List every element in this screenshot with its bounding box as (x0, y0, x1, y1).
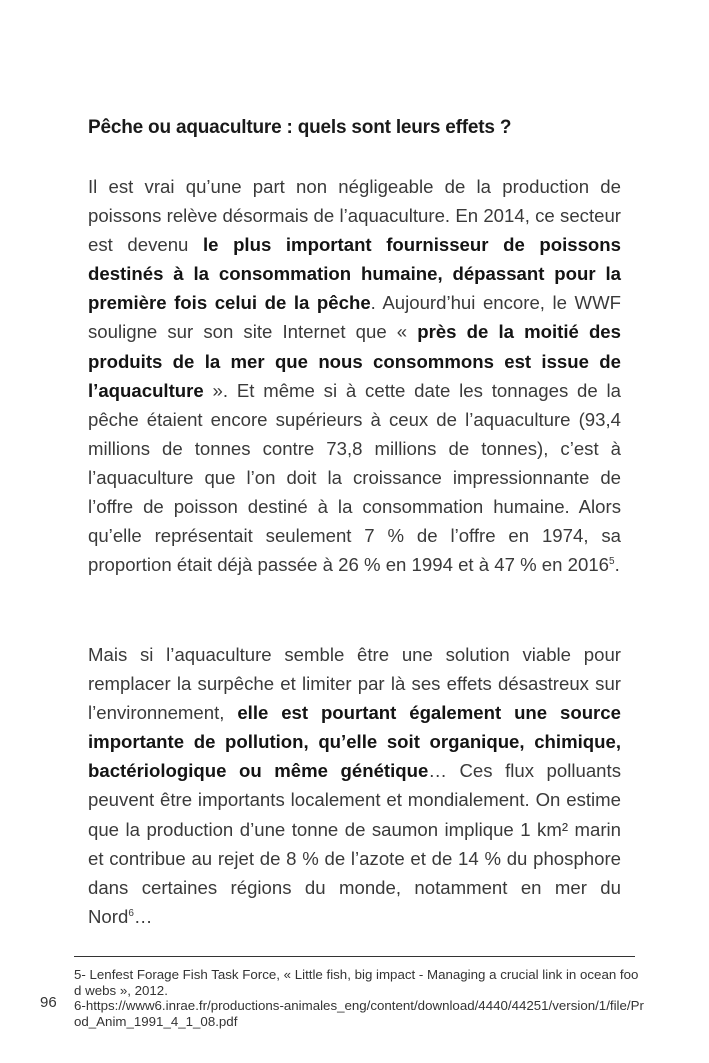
paragraph-2-text-2: … Ces flux polluants peuvent être importants localement et mondialement. On estime que la production d’une tonne de saumon implique 1 km² marin et contribue au rejet de 8 % de l’azote et de 14 % du phosphore dans certaines régions du monde, notamment en mer du Nord (88, 760, 621, 927)
footnote-divider (74, 956, 635, 957)
footnote-ref-5: 5 (609, 556, 615, 568)
paragraph-2-text-1: Mais si l’aquaculture semble être une solution viable pour remplacer la surpêche et limiter par là ses effets désastreux sur l’environnement, (88, 644, 621, 724)
section-heading: Pêche ou aquaculture : quels sont leurs effets ? (88, 117, 512, 138)
paragraph-2 (88, 640, 621, 931)
footnote-ref-6: 6 (128, 907, 134, 919)
footnote-6: 6-https://www6.inrae.fr/productions-animales_eng/content/download/4440/44251/version/1/file/Prod_Anim_1991_4_1_08.pdf (74, 998, 644, 1029)
paragraph-1 (88, 172, 621, 579)
paragraph-1-text-4: . (614, 554, 620, 576)
paragraph-1-text-1: Il est vrai qu’une part non négligeable de la production de poissons relève désormais de l’aquaculture. En 2014, ce secteur est devenu (88, 176, 621, 256)
footnotes (74, 967, 644, 1029)
paragraph-1-bold-1: le plus important fournisseur de poissons destinés à la consommation humaine, dépassant pour la première fois celui de la pêche (88, 234, 621, 314)
paragraph-1-text-3: ». Et même si à cette date les tonnages de la pêche étaient encore supérieurs à ceux de l’aquaculture (93,4 millions de tonnes contre 73,8 millions de tonnes), c’est à l’aquaculture que l’on doit la croissance impressionnante de l’offre de poisson destiné à la consommation humaine. Alors qu’elle représentait seulement 7 % de l’offre en 1974, sa proportion était déjà passée à 26 % en 1994 et à 47 % en 2016 (88, 379, 621, 576)
page-number: 96 (40, 994, 57, 1011)
paragraph-1-text-2: . Aujourd’hui encore, le WWF souligne sur son site Internet que « (88, 292, 621, 343)
paragraph-2-bold-1: elle est pourtant également une source importante de pollution, qu’elle soit organique, chimique, bactériologique ou même génétique (88, 702, 621, 782)
paragraph-1-bold-2: près de la moitié des produits de la mer que nous consommons est issue de l’aquaculture (88, 321, 621, 401)
paragraph-2-text-3: … (133, 905, 153, 927)
footnote-5: 5- Lenfest Forage Fish Task Force, « Little fish, big impact - Managing a crucial link in ocean food webs », 2012. (74, 967, 639, 998)
